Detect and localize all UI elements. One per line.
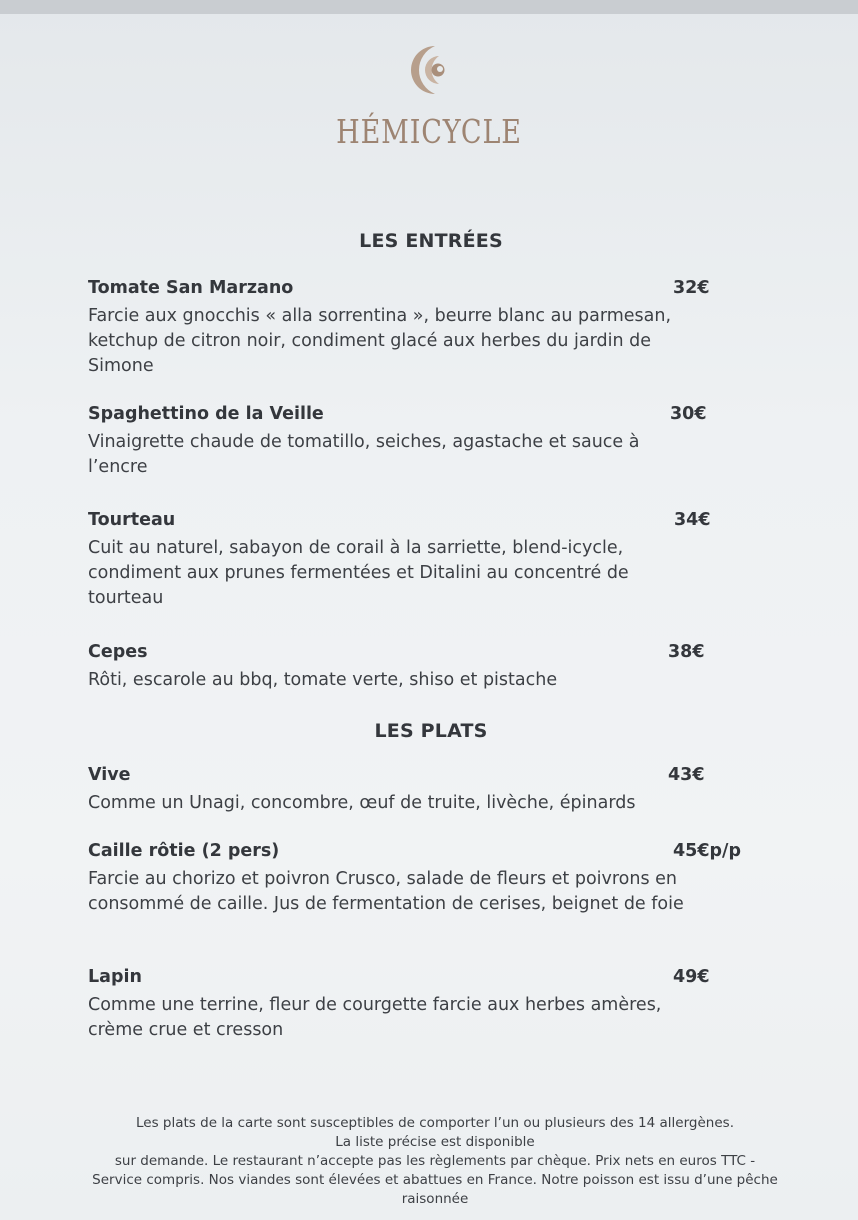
description-line: condiment aux prunes fermentées et Ditalini au concentré de xyxy=(88,563,629,583)
item-description xyxy=(88,791,768,816)
item-description xyxy=(88,430,768,480)
footer-line: Les plats de la carte sont susceptibles de comporter l’un ou plusieurs des 14 allergènes. xyxy=(136,1115,734,1131)
item-name: Cepes xyxy=(88,642,148,662)
allergen-footer-note xyxy=(40,1114,830,1209)
item-description xyxy=(88,867,768,917)
footer-line: raisonnée xyxy=(401,1191,469,1207)
description-line: Farcie aux gnocchis « alla sorrentina », beurre blanc au parmesan, xyxy=(88,306,672,326)
crescent-spiral-logo-icon xyxy=(405,40,453,100)
description-line: Simone xyxy=(88,356,154,376)
item-price: 43€ xyxy=(668,765,705,785)
item-price: 32€ xyxy=(673,278,710,298)
item-price: 49€ xyxy=(673,967,710,987)
footer-line: La liste précise est disponible xyxy=(335,1134,535,1150)
description-line: Comme une terrine, fleur de courgette farcie aux herbes amères, xyxy=(88,995,662,1015)
description-line: tourteau xyxy=(88,588,164,608)
description-line: Rôti, escarole au bbq, tomate verte, shiso et pistache xyxy=(88,670,558,690)
item-name: Spaghettino de la Veille xyxy=(88,404,324,424)
footer-line: Service compris. Nos viandes sont élevées et abattues en France. Notre poisson est issu d’une pêche xyxy=(92,1172,778,1188)
item-price: 45€p/p xyxy=(673,841,741,861)
menu-item xyxy=(88,278,768,379)
description-line: Cuit au naturel, sabayon de corail à la sarriette, blend-icycle, xyxy=(88,538,624,558)
description-line: crème crue et cresson xyxy=(88,1020,284,1040)
description-line: Vinaigrette chaude de tomatillo, seiches, agastache et sauce à xyxy=(88,432,640,452)
item-price: 30€ xyxy=(670,404,707,424)
menu-item xyxy=(88,642,768,693)
item-description xyxy=(88,993,768,1043)
item-name: Caille rôtie (2 pers) xyxy=(88,841,280,861)
item-description xyxy=(88,304,768,379)
item-price: 38€ xyxy=(668,642,705,662)
description-line: Farcie au chorizo et poivron Crusco, salade de fleurs et poivrons en xyxy=(88,869,678,889)
section-title-entrees: LES ENTRÉES xyxy=(359,230,503,252)
description-line: l’encre xyxy=(88,457,148,477)
restaurant-name: HÉMICYCLE xyxy=(336,112,522,151)
item-price: 34€ xyxy=(674,510,711,530)
section-title-plats: LES PLATS xyxy=(374,720,488,742)
footer-line: sur demande. Le restaurant n’accepte pas les règlements par chèque. Prix nets en euros TTC - xyxy=(114,1153,756,1169)
item-name: Lapin xyxy=(88,967,142,987)
menu-item xyxy=(88,510,768,611)
item-description xyxy=(88,536,768,611)
description-line: ketchup de citron noir, condiment glacé aux herbes du jardin de xyxy=(88,331,651,351)
item-name: Tourteau xyxy=(88,510,176,530)
item-description xyxy=(88,668,768,693)
restaurant-logo xyxy=(0,40,858,151)
menu-item xyxy=(88,765,768,816)
menu-item xyxy=(88,967,768,1043)
menu-item xyxy=(88,404,768,480)
item-name: Tomate San Marzano xyxy=(88,278,294,298)
menu-item xyxy=(88,841,768,917)
description-line: Comme un Unagi, concombre, œuf de truite, livèche, épinards xyxy=(88,793,636,813)
item-name: Vive xyxy=(88,765,131,785)
description-line: consommé de caille. Jus de fermentation de cerises, beignet de foie xyxy=(88,894,684,914)
